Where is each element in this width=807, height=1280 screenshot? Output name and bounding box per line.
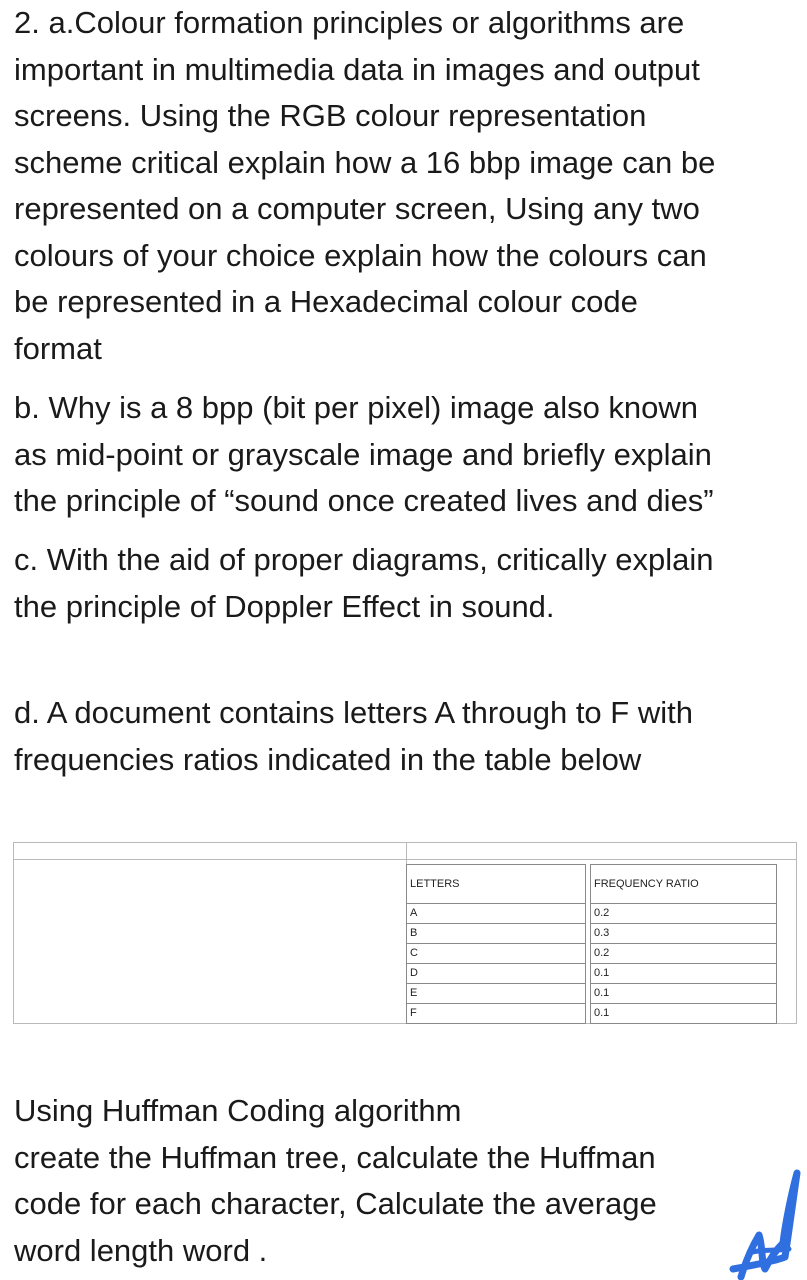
ratio-header: FREQUENCY RATIO — [591, 865, 776, 904]
letter-cell: D — [407, 964, 585, 984]
ratio-cell: 0.2 — [591, 904, 776, 924]
letter-cell: E — [407, 984, 585, 1004]
ratio-cell: 0.3 — [591, 924, 776, 944]
question-b-text: b. Why is a 8 bpp (bit per pixel) image also known as mid-point or grayscale image and briefly explain the principle of “sound once created lives and dies” — [14, 390, 714, 518]
ratio-cell: 0.1 — [591, 984, 776, 1004]
ratio-cell: 0.1 — [594, 1007, 610, 1019]
ratio-cell: 0.1 — [591, 964, 776, 984]
outer-table-row-divider — [14, 859, 796, 860]
letter-cell: A — [407, 904, 585, 924]
question-d-text: d. A document contains letters A through to F with frequencies ratios indicated in the table below — [14, 695, 693, 777]
ratios-column — [590, 864, 777, 1024]
handwritten-signature-icon — [727, 1165, 807, 1280]
letter-cell: F — [410, 1007, 417, 1019]
ratio-cell: 0.2 — [591, 944, 776, 964]
question-a-text: 2. a.Colour formation principles or algorithms are important in multimedia data in images and output screens. Using the RGB colour representation scheme critical explain how a 16 bbp image can be represented on a computer screen, Using any two colours of your choice explain how the colours can be represented in a Hexadecimal colour code format — [14, 5, 716, 366]
huffman-question-text: Using Huffman Coding algorithm create the Huffman tree, calculate the Huffman code for each character, Calculate the average word length word . — [14, 1093, 657, 1268]
question-c-text: c. With the aid of proper diagrams, critically explain the principle of Doppler Effect in sound. — [14, 542, 714, 624]
letter-cell: B — [407, 924, 585, 944]
letters-column — [406, 864, 586, 1024]
letters-header: LETTERS — [407, 865, 585, 904]
letter-cell: C — [407, 944, 585, 964]
